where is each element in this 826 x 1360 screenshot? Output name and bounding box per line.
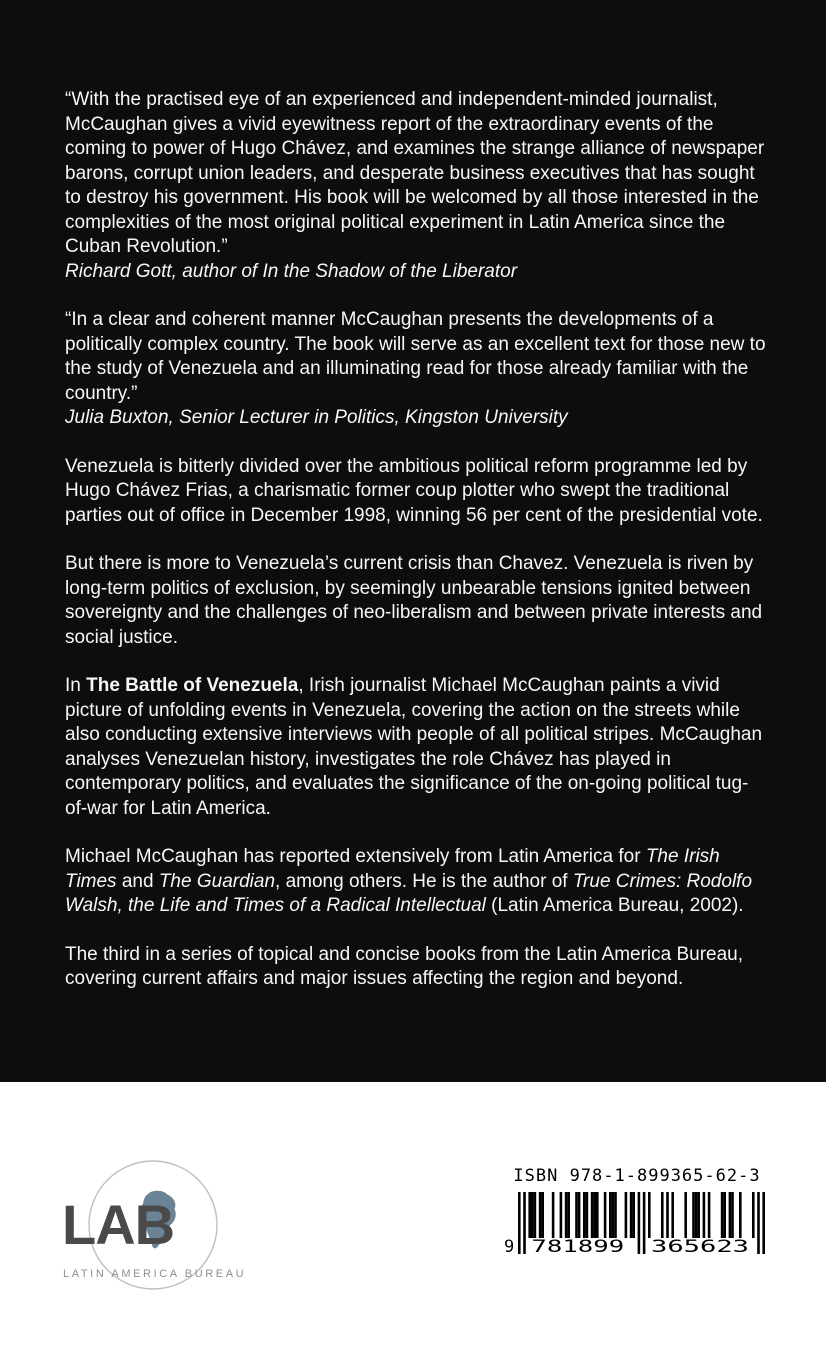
lab-logo-caption: LATIN AMERICA BUREAU	[63, 1268, 247, 1280]
svg-text:365623: 365623	[651, 1237, 749, 1257]
paragraph-venezuela-divided: Venezuela is bitterly divided over the ambitious political reform programme led by Hugo Chávez Frias, a charismatic former coup plotter who swept the traditional parties out of office in December 1998, winning 56 per cent of the presidential vote.	[65, 455, 763, 526]
bio-publication-title: The Guardian	[158, 870, 276, 892]
publisher-band	[0, 1082, 826, 1360]
paragraph-author-bio	[65, 845, 766, 919]
endorsement-quote-buxton: “In a clear and coherent manner McCaughan presents the developments of a politically complex country. The book will serve as an excellent text for those new to the study of Venezuela and an illuminating read for those already familiar with the country.”	[65, 309, 766, 404]
bio-segment: , among others. He is the author of	[275, 870, 573, 892]
lab-logo-text: LAB	[62, 1193, 175, 1256]
ean13-barcode-icon	[504, 1192, 770, 1260]
svg-text:9: 9	[504, 1237, 515, 1257]
paragraph-crisis: But there is more to Venezuela’s current crisis than Chavez. Venezuela is riven by long-term politics of exclusion, by seemingly unbearable tensions ignited between sovereignty and the challenges of neo-liberalism and between private interests and social justice.	[65, 553, 763, 648]
bio-segment: Michael McCaughan has reported extensively from Latin America for	[65, 846, 646, 867]
quote-attribution-gott: Richard Gott, author of In the Shadow of the Liberator	[65, 260, 518, 282]
bio-segment: (Latin America Bureau, 2002).	[485, 895, 744, 916]
book-title: The Battle of Venezuela	[86, 675, 299, 696]
paragraph-battle-of-venezuela	[65, 674, 766, 821]
lab-logo	[60, 1150, 295, 1310]
isbn-block	[504, 1166, 770, 1260]
battle-text-rest: , Irish journalist Michael McCaughan paints a vivid picture of unfolding events in Venezuela, covering the action on the streets while also conducting extensive interviews with people of all political stripes. McCaughan analyses Venezuelan history, investigates the role Chávez has played in contemporary politics, and evaluates the significance of the on-going political tug-of-war for Latin America.	[65, 675, 763, 819]
bio-publication-title: The Irish Times	[65, 846, 720, 892]
isbn-number: ISBN 978-1-899365-62-3	[513, 1166, 761, 1186]
quote-attribution-buxton: Julia Buxton, Senior Lecturer in Politics, Kingston University	[65, 407, 568, 428]
endorsement-quote-gott: “With the practised eye of an experienced and independent-minded journalist, McCaughan gives a vivid eyewitness report of the extraordinary events of the coming to power of Hugo Chávez, and examines the strange alliance of newspaper barons, corrupt union leaders, and desperate business executives that has sought to destroy his government. His book will be welcomed by all those interested in the complexities of the most original political experiment in Latin America since the Cuban Revolution.”	[65, 89, 765, 257]
bio-book-title: True Crimes: Rodolfo Walsh, the Life and Times of a Radical Intellectual	[65, 870, 753, 916]
battle-text-prefix: In	[65, 675, 87, 696]
bio-segment: and	[116, 870, 159, 892]
paragraph-series-note: The third in a series of topical and concise books from the Latin America Bureau, covering current affairs and major issues affecting the region and beyond.	[65, 943, 744, 989]
svg-text:781899: 781899	[531, 1237, 625, 1257]
